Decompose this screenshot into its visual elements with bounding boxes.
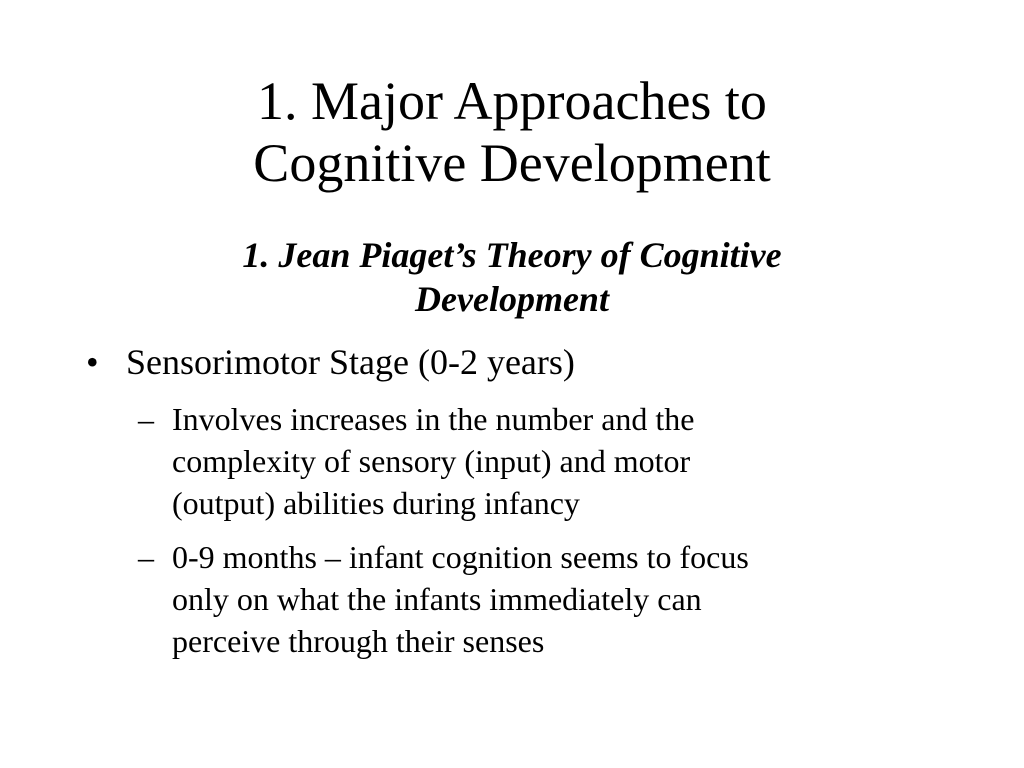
sub-bullet-marker: –	[138, 401, 154, 437]
bullet-item	[86, 340, 575, 384]
slide-title-line: 1. Major Approaches to	[257, 71, 767, 131]
sub-bullet-line: 0-9 months – infant cognition seems to focus	[172, 539, 749, 575]
sub-bullet-item	[138, 536, 938, 666]
sub-bullet-line: Involves increases in the number and the	[172, 401, 695, 437]
sub-bullet-item	[138, 398, 938, 528]
sub-bullet-text	[172, 536, 902, 662]
bullet-text: Sensorimotor Stage (0-2 years)	[126, 342, 575, 382]
slide-subtitle-line: 1. Jean Piaget’s Theory of Cognitive	[242, 235, 782, 275]
slide-subtitle-line: Development	[415, 279, 609, 319]
slide-title-line: Cognitive Development	[253, 133, 771, 193]
sub-bullet-line: perceive through their senses	[172, 623, 545, 659]
bullet-marker: •	[86, 342, 99, 382]
sub-bullet-marker: –	[138, 539, 154, 575]
sub-bullet-line: (output) abilities during infancy	[172, 485, 580, 521]
sub-bullet-line: complexity of sensory (input) and motor	[172, 443, 691, 479]
sub-bullet-text	[172, 398, 902, 524]
sub-bullet-line: only on what the infants immediately can	[172, 581, 702, 617]
